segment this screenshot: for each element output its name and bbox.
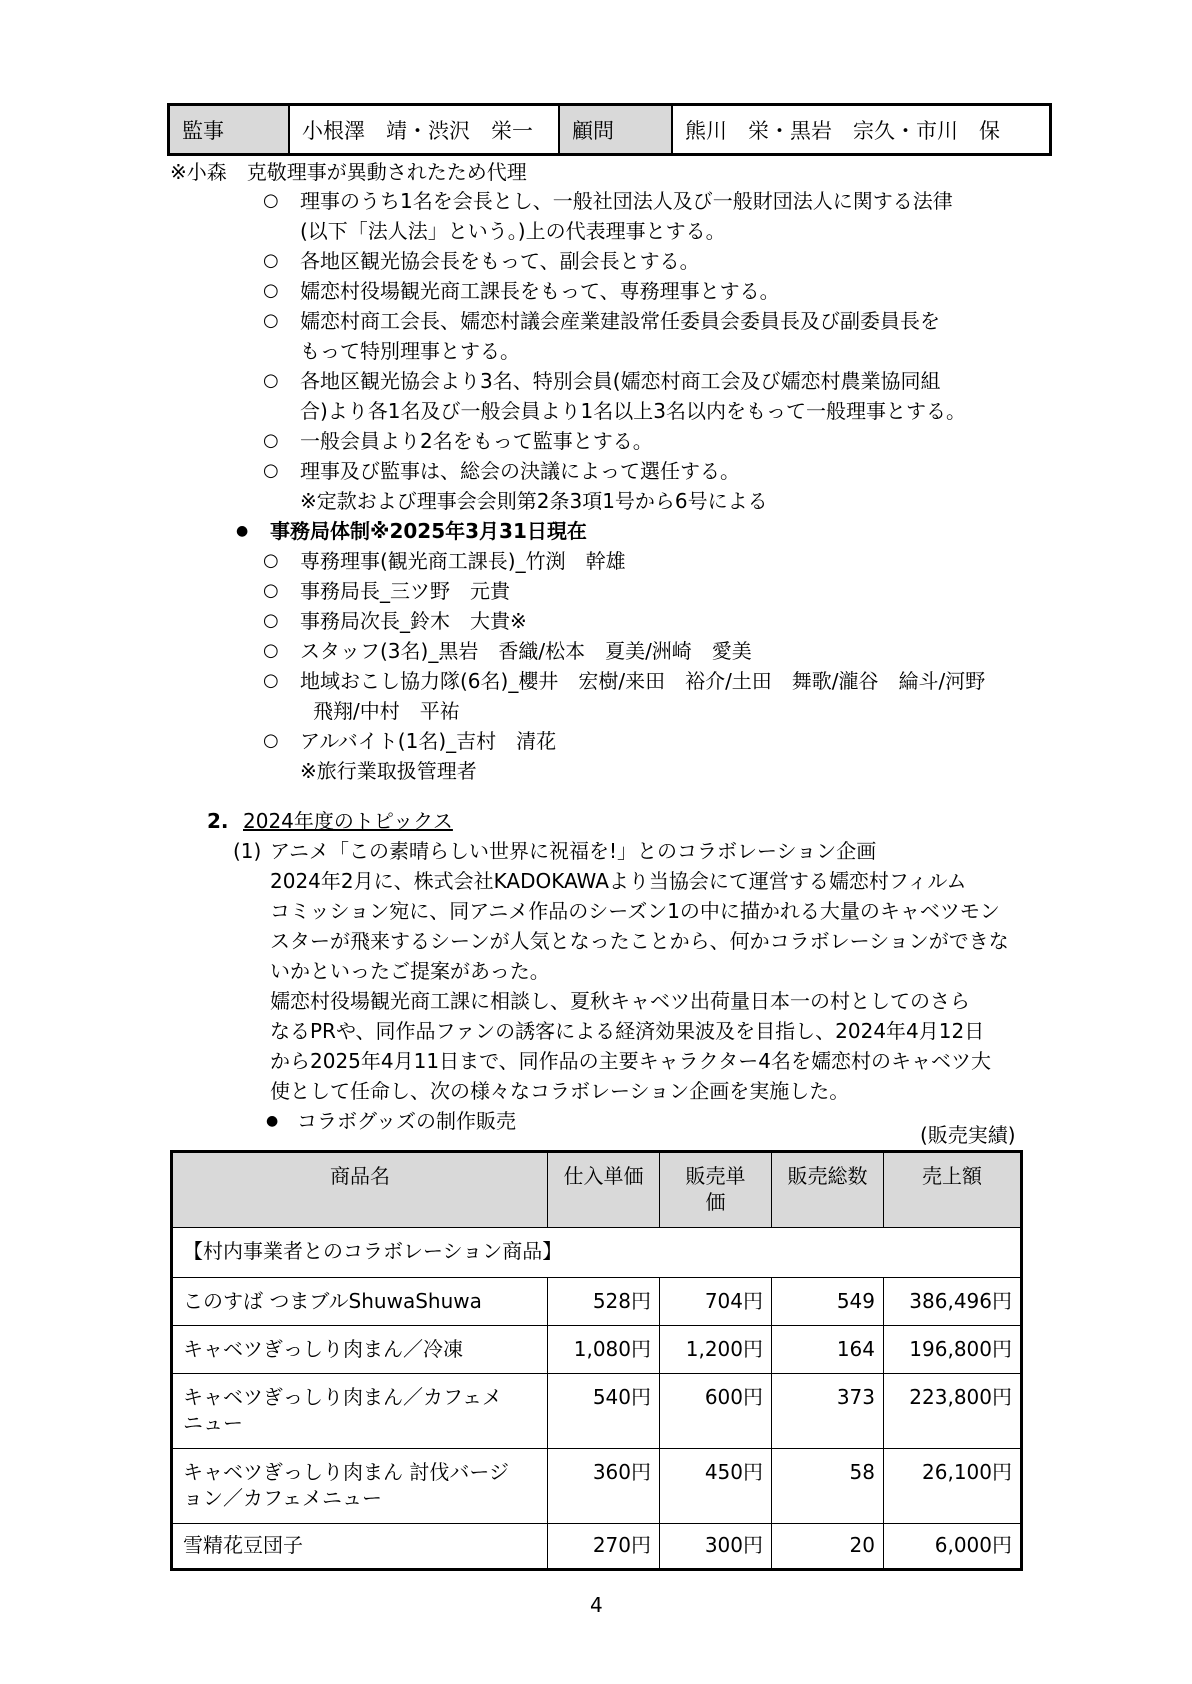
list-bullet: ○ <box>263 610 279 631</box>
goods-bullet: コラボグッズの制作販売 <box>297 1109 516 1133</box>
table-row <box>173 1326 1020 1374</box>
table-row <box>173 1449 1020 1524</box>
product-name: キャベツぎっしり肉まん／カフェメニュー <box>173 1374 548 1448</box>
header-price: 販売単価 <box>660 1153 772 1227</box>
staff-item-note: ※旅行業取扱管理者 <box>300 759 477 783</box>
list-item: 理事のうち1名を会長とし、一般社団法人及び一般財団法人に関する法律 <box>300 189 953 213</box>
paragraph-line: スターが飛来するシーンが人気となったことから、何かコラボレーションができな <box>270 929 1009 953</box>
staff-item: 専務理事(観光商工課長)_竹渕 幹雄 <box>300 549 626 573</box>
staff-item-continuation: 飛翔/中村 平祐 <box>313 699 460 723</box>
list-bullet: ○ <box>263 370 279 391</box>
price-cell: 704円 <box>660 1278 772 1325</box>
secretariat-heading: 事務局体制※2025年3月31日現在 <box>270 519 587 543</box>
cost-cell: 270円 <box>548 1524 660 1568</box>
sales-cell: 6,000円 <box>934 1533 1012 1557</box>
list-item: 一般会員より2名をもって監事とする。 <box>300 429 653 453</box>
sales-cell: 386,496円 <box>909 1289 1012 1313</box>
proxy-note: ※小森 克敬理事が異動されたため代理 <box>170 160 527 184</box>
quantity-cell: 373 <box>772 1374 884 1448</box>
table-header-row <box>173 1153 1020 1228</box>
product-name: キャベツぎっしり肉まん 討伐バージョン／カフェメニュー <box>173 1449 548 1523</box>
paragraph-line: から2025年4月11日まで、同作品の主要キャラクター4名を嬬恋村のキャベツ大 <box>270 1049 991 1073</box>
list-item: 嬬恋村商工会長、嬬恋村議会産業建設常任委員会委員長及び副委員長を <box>300 309 940 333</box>
list-bullet: ○ <box>263 580 279 601</box>
page-number: 4 <box>590 1593 603 1617</box>
paragraph-line: 嬬恋村役場観光商工課に相談し、夏秋キャベツ出荷量日本一の村としてのさら <box>270 989 970 1013</box>
list-bullet: ○ <box>263 280 279 301</box>
staff-item: 地域おこし協力隊(6名)_櫻井 宏樹/来田 裕介/土田 舞歌/瀧谷 綸斗/河野 <box>300 669 986 693</box>
list-item: 各地区観光協会長をもって、副会長とする。 <box>300 249 700 273</box>
paragraph-line: 2024年2月に、株式会社KADOKAWAより当協会にて運営する嬬恋村フィルム <box>270 869 967 893</box>
list-item: 理事及び監事は、総会の決議によって選任する。 <box>300 459 740 483</box>
quantity-cell: 58 <box>772 1449 884 1523</box>
quantity-cell: 549 <box>772 1278 884 1325</box>
sales-cell: 196,800円 <box>909 1337 1012 1361</box>
list-item-continuation: 合)より各1名及び一般会員より1名以上3名以内をもって一般理事とする。 <box>300 399 966 423</box>
list-bullet-dot: ● <box>266 1113 279 1129</box>
cost-cell: 540円 <box>548 1374 660 1448</box>
auditor-names: 小根澤 靖・渋沢 栄一 <box>290 106 560 153</box>
paragraph-line: なるPRや、同作品ファンの誘客による経済効果波及を目指し、2024年4月12日 <box>270 1019 985 1043</box>
list-bullet: ○ <box>263 670 279 691</box>
list-bullet: ○ <box>263 190 279 211</box>
subsection-title: アニメ「この素晴らしい世界に祝福を!」とのコラボレーション企画 <box>270 839 877 863</box>
staff-item: アルバイト(1名)_吉村 清花 <box>300 729 557 753</box>
group-label: 【村内事業者とのコラボレーション商品】 <box>183 1239 563 1263</box>
list-bullet: ○ <box>263 430 279 451</box>
price-cell: 600円 <box>660 1374 772 1448</box>
officers-table <box>167 103 1052 156</box>
product-name: このすば つまブルShuwaShuwa <box>173 1278 548 1325</box>
list-item-continuation: (以下「法人法」という。)上の代表理事とする。 <box>300 219 726 243</box>
subsection-number: (1) <box>233 839 262 863</box>
list-bullet: ○ <box>263 460 279 481</box>
section-number: 2. <box>207 809 229 833</box>
list-bullet: ○ <box>263 250 279 271</box>
list-bullet: ○ <box>263 310 279 331</box>
price-cell: 450円 <box>660 1449 772 1523</box>
advisor-names: 熊川 栄・黒岩 宗久・市川 保 <box>685 118 1000 143</box>
list-bullet: ○ <box>263 550 279 571</box>
product-name: キャベツぎっしり肉まん／冷凍 <box>173 1326 548 1373</box>
list-item: 嬬恋村役場観光商工課長をもって、専務理事とする。 <box>300 279 780 303</box>
advisor-label: 顧問 <box>560 106 673 153</box>
list-bullet: ○ <box>263 730 279 751</box>
table-caption: (販売実績) <box>920 1123 1016 1147</box>
header-sales: 売上額 <box>922 1164 982 1188</box>
paragraph-line: いかといったご提案があった。 <box>270 959 550 983</box>
sales-table <box>170 1150 1023 1571</box>
list-bullet-dot: ● <box>236 523 249 539</box>
staff-item: 事務局長_三ツ野 元貴 <box>300 579 510 603</box>
quantity-cell: 20 <box>772 1524 884 1568</box>
cost-cell: 360円 <box>548 1449 660 1523</box>
staff-item: 事務局次長_鈴木 大貴※ <box>300 609 527 633</box>
sales-cell: 26,100円 <box>922 1460 1012 1484</box>
price-cell: 1,200円 <box>660 1326 772 1373</box>
header-quantity: 販売総数 <box>772 1153 884 1227</box>
product-name: 雪精花豆団子 <box>173 1524 548 1568</box>
paragraph-line: 使として任命し、次の様々なコラボレーション企画を実施した。 <box>270 1079 850 1103</box>
quantity-cell: 164 <box>772 1326 884 1373</box>
staff-item: スタッフ(3名)_黒岩 香織/松本 夏美/洲崎 愛美 <box>300 639 752 663</box>
list-bullet: ○ <box>263 640 279 661</box>
cost-cell: 1,080円 <box>548 1326 660 1373</box>
list-item: 各地区観光協会より3名、特別会員(嬬恋村商工会及び嬬恋村農業協同組 <box>300 369 941 393</box>
section-title: 2024年度のトピックス <box>243 809 453 833</box>
paragraph-line: コミッション宛に、同アニメ作品のシーズン1の中に描かれる大量のキャベツモン <box>270 899 1000 923</box>
table-row <box>173 1374 1020 1449</box>
sales-cell: 223,800円 <box>909 1385 1012 1409</box>
header-cost: 仕入単価 <box>548 1153 660 1227</box>
price-cell: 300円 <box>660 1524 772 1568</box>
table-row <box>173 1524 1020 1568</box>
table-row <box>173 1278 1020 1326</box>
auditor-label: 監事 <box>170 106 290 153</box>
list-item-continuation: もって特別理事とする。 <box>300 339 520 363</box>
cost-cell: 528円 <box>548 1278 660 1325</box>
header-product-name: 商品名 <box>173 1153 548 1227</box>
table-group-row <box>173 1228 1020 1278</box>
list-item-note: ※定款および理事会会則第2条3項1号から6号による <box>300 489 768 513</box>
